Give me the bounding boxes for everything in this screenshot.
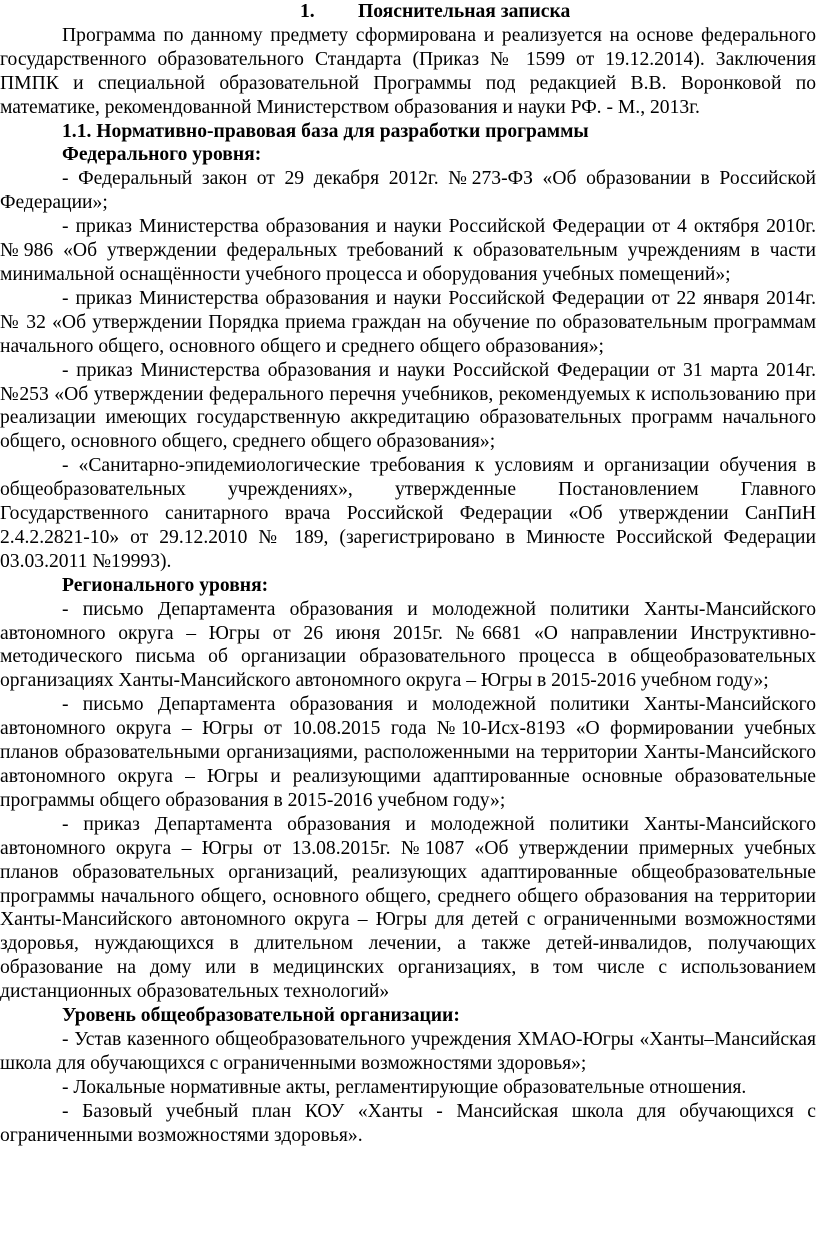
regional-item: - письмо Департамента образования и молодежной политики Ханты-Мансийского автономного округа – Югры от 10.08.2015 года №10-Исх-8193 «О формировании учебных планов образовательными организациями, расположенными на территории Ханты-Мансийского автономного округа – Югры и реализующими адаптированные основные образовательные программы общего образования в 2015-2016 учебном году»; (0, 694, 816, 811)
school-heading: Уровень общеобразовательной организации: (62, 1005, 460, 1027)
regional-item: - приказ Департамента образования и молодежной политики Ханты-Мансийского автономного округа – Югры от 13.08.2015г. №1087 «Об утверждении примерных учебных планов образовательных организаций, реализующих адаптированные общеобразовательные программы начального общего, основного общего, среднего общего образования на территории Ханты-Мансийского автономного округа – Югры для детей с ограниченными возможностями здоровья, нуждающихся в длительном лечении, а также детей-инвалидов, получающих образование на дому или в медицинских организациях, в том числе с использованием дистанционных образовательных технологий» (0, 813, 816, 1003)
federal-item: - «Санитарно-эпидемиологические требования к условиям и организации обучения в общеобразовательных учреждениях», утвержденные Постановлением Главного Государственного санитарного врача Российской Федерации «Об утверждении СанПиН 2.4.2.2821-10» от 29.12.2010 № 189, (зарегистрировано в Минюсте Российской Федерации 03.03.2011 №19993). (0, 455, 816, 572)
section-number: 1. (300, 1, 315, 22)
federal-heading: Федерального уровня: (62, 144, 262, 166)
school-item: - Локальные нормативные акты, регламентирующие образовательные отношения. (62, 1076, 747, 1098)
regional-heading: Регионального уровня: (62, 574, 269, 596)
federal-item: - приказ Министерства образования и науки Российской Федерации от 31 марта 2014г. №253 «Об утверждении федерального перечня учебников, рекомендуемых к использованию при реализации имеющих государственную аккредитацию образовательных программ начального общего, основного общего, среднего общего образования»; (0, 359, 816, 453)
section-title-text: Пояснительная записка (358, 1, 571, 22)
section-title (0, 0, 816, 24)
intro-paragraph: Программа по данному предмету сформирована и реализуется на основе федерального государственного образовательного Стандарта (Приказ № 1599 от 19.12.2014). Заключения ПМПК и специальной образовательной Программы под редакцией В.В. Воронковой по математике, рекомендованной Министерством образования и науки РФ. - М., 2013г. (0, 24, 816, 118)
regional-item: - письмо Департамента образования и молодежной политики Ханты-Мансийского автономного округа – Югры от 26 июня 2015г. №6681 «О направлении Инструктивно-методического письма об организации образовательного процесса в общеобразовательных организациях Ханты-Мансийского автономного округа – Югры в 2015-2016 учебном году»; (0, 598, 816, 692)
federal-item: - Федеральный закон от 29 декабря 2012г. №273-ФЗ «Об образовании в Российской Федерации»; (0, 168, 816, 214)
subsection-title: 1.1. Нормативно-правовая база для разработки программы (62, 120, 589, 142)
school-item: - Устав казенного общеобразовательного учреждения ХМАО-Югры «Ханты–Мансийская школа для обучающихся с ограниченными возможностями здоровья»; (0, 1028, 816, 1074)
school-item: - Базовый учебный план КОУ «Ханты - Мансийская школа для обучающихся с ограниченными возможностями здоровья». (0, 1100, 816, 1146)
federal-item: - приказ Министерства образования и науки Российской Федерации от 4 октября 2010г. №986 «Об утверждении федеральных требований к образовательным учреждениям в части минимальной оснащённости учебного процесса и оборудования учебных помещений»; (0, 216, 816, 285)
federal-item: - приказ Министерства образования и науки Российской Федерации от 22 января 2014г. № 32 «Об утверждении Порядка приема граждан на обучение по образовательным программам начального общего, основного общего и среднего общего образования»; (0, 287, 816, 357)
